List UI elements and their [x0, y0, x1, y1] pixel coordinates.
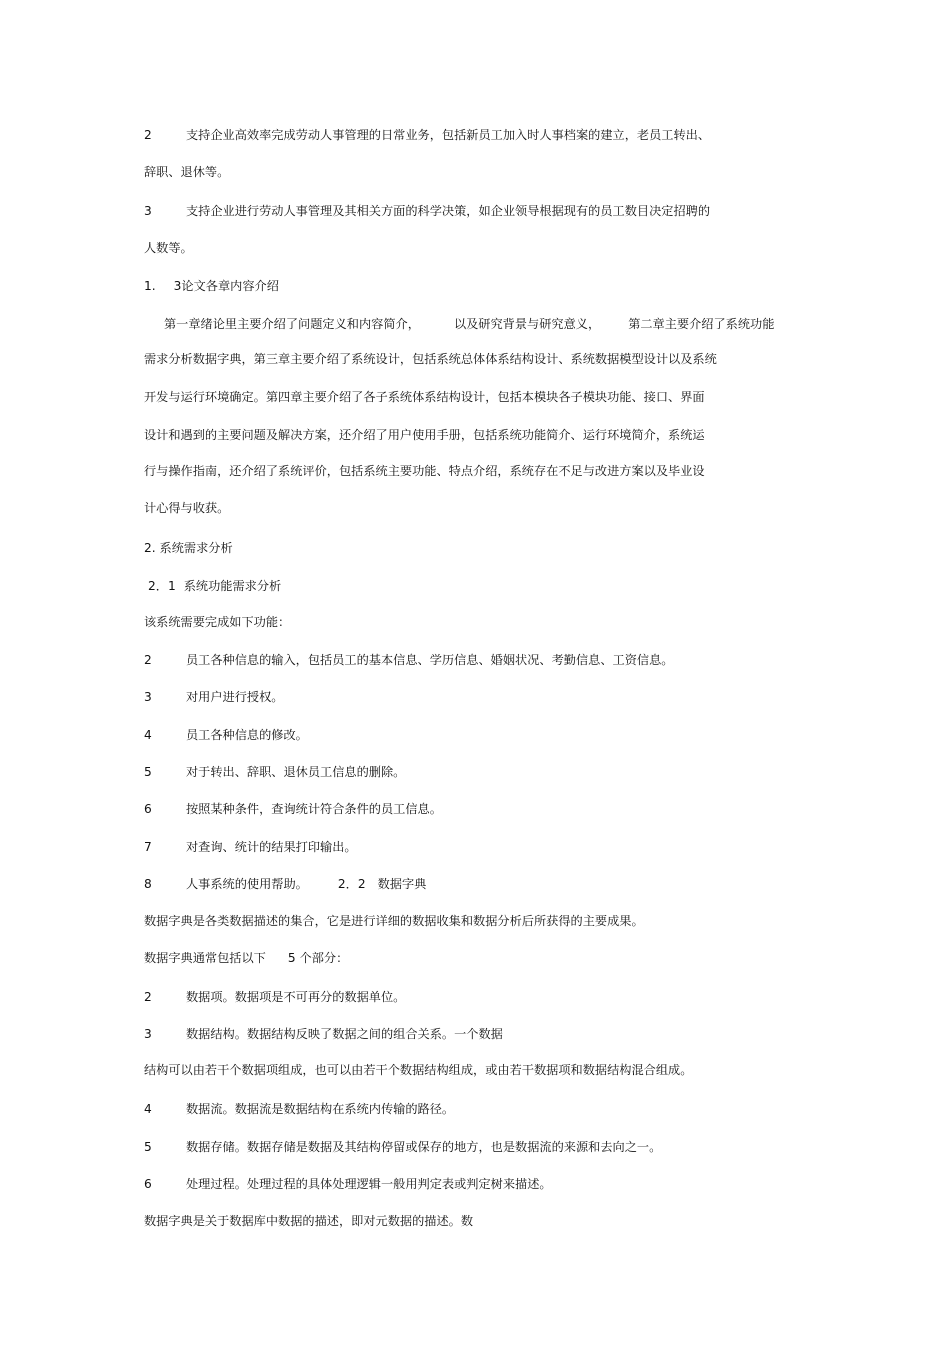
list-number: 2: [144, 653, 152, 667]
paragraph-line: [144, 427, 705, 443]
list-number: 4: [144, 728, 152, 742]
list-item: [144, 989, 405, 1005]
section-title: 数据字典: [377, 877, 427, 891]
paragraph-text: 按照某种条件，查询统计符合条件的员工信息。: [186, 802, 442, 816]
list-number: 5: [144, 765, 152, 779]
paragraph-line: [144, 950, 348, 966]
section-title: 系统功能需求分析: [183, 579, 282, 593]
paragraph-text: 人事系统的使用帮助。: [186, 877, 308, 891]
list-number: 6: [144, 1177, 152, 1191]
paragraph-line: [144, 164, 229, 180]
paragraph-line: [144, 463, 705, 479]
subsection-heading: [148, 578, 281, 594]
paragraph-text: 支持企业高效率完成劳动人事管理的日常业务，包括新员工加入时人事档案的建立，老员工转出、: [186, 128, 711, 142]
list-item: [144, 801, 442, 817]
list-item: [144, 764, 405, 780]
list-number: 2: [144, 990, 152, 1004]
paragraph-text: 该系统需要完成如下功能：: [144, 615, 291, 629]
list-item: [144, 1139, 661, 1155]
list-item: [144, 839, 357, 855]
paragraph-text: 开发与运行环境确定。第四章主要介绍了各子系统体系结构设计，包括本模块各子模块功能、接口、界面: [144, 390, 705, 404]
paragraph-line: [144, 1213, 473, 1229]
list-item: [144, 727, 308, 743]
paragraph-line: [144, 389, 705, 405]
paragraph-text: 行与操作指南，还介绍了系统评价，包括系统主要功能、特点介绍，系统存在不足与改进方案以及毕业设: [144, 464, 705, 478]
paragraph-line: [144, 1062, 692, 1078]
paragraph-line: [144, 913, 644, 929]
paragraph-text: 处理过程。处理过程的具体处理逻辑一般用判定表或判定树来描述。: [186, 1177, 552, 1191]
section-number: 2．2: [337, 877, 366, 891]
list-item: [144, 652, 674, 668]
paragraph-text: 第一章绪论里主要介绍了问题定义和内容简介，: [164, 317, 420, 331]
paragraph-text: 设计和遇到的主要问题及解决方案，还介绍了用户使用手册，包括系统功能简介、运行环境简介，系统运: [144, 428, 705, 442]
paragraph-line: [144, 614, 290, 630]
paragraph-text: 数据结构。数据结构反映了数据之间的组合关系。一个数据: [186, 1027, 503, 1041]
list-number: 2: [144, 128, 152, 142]
list-number: 4: [144, 1102, 152, 1116]
section-heading: [144, 540, 233, 556]
paragraph-text: 结构可以由若干个数据项组成，也可以由若干个数据结构组成，或由若干数据项和数据结构混合组成。: [144, 1063, 693, 1077]
paragraph-text: 辞职、退休等。: [144, 165, 230, 179]
paragraph-text: 对于转出、辞职、退休员工信息的删除。: [186, 765, 406, 779]
paragraph-line: [144, 500, 229, 516]
paragraph-text: 第二章主要介绍了系统功能: [628, 317, 775, 331]
section-heading: [144, 278, 279, 294]
paragraph-text: 数据字典是各类数据描述的集合，它是进行详细的数据收集和数据分析后所获得的主要成果。: [144, 914, 644, 928]
paragraph-text: 数据存储。数据存储是数据及其结构停留或保存的地方，也是数据流的来源和去向之一。: [186, 1140, 662, 1154]
section-number: 1.: [144, 279, 156, 293]
list-number: 7: [144, 840, 152, 854]
paragraph-text: 支持企业进行劳动人事管理及其相关方面的科学决策，如企业领导根据现有的员工数目决定招聘的: [186, 204, 711, 218]
list-number: 8: [144, 877, 152, 891]
section-title: 3论文各章内容介绍: [173, 279, 279, 293]
paragraph-text: 对用户进行授权。: [186, 690, 284, 704]
paragraph-text: 员工各种信息的修改。: [186, 728, 308, 742]
paragraph-text: 对查询、统计的结果打印输出。: [186, 840, 357, 854]
list-item: [144, 876, 426, 892]
list-item: [144, 127, 710, 143]
paragraph-text: 数据字典是关于数据库中数据的描述，即对元数据的描述。数: [144, 1214, 474, 1228]
paragraph-text: 数据流。数据流是数据结构在系统内传输的路径。: [186, 1102, 455, 1116]
list-item: [144, 1176, 552, 1192]
list-item: [144, 203, 710, 219]
list-number: 3: [144, 204, 152, 218]
list-item: [144, 1101, 454, 1117]
paragraph-text: 数据字典通常包括以下: [144, 951, 266, 965]
paragraph-text: 数据项。数据项是不可再分的数据单位。: [186, 990, 406, 1004]
paragraph-text: 计心得与收获。: [144, 501, 230, 515]
paragraph-line: [164, 316, 774, 332]
paragraph-line: [144, 351, 717, 367]
paragraph-text: 5 个部分：: [287, 951, 349, 965]
section-number: 2．1: [148, 579, 176, 593]
paragraph-line: [144, 240, 193, 256]
paragraph-text: 以及研究背景与研究意义，: [453, 317, 601, 331]
list-number: 3: [144, 690, 152, 704]
paragraph-text: 员工各种信息的输入，包括员工的基本信息、学历信息、婚姻状况、考勤信息、工资信息。: [186, 653, 674, 667]
list-number: 6: [144, 802, 152, 816]
paragraph-text: 需求分析数据字典，第三章主要介绍了系统设计，包括系统总体体系结构设计、系统数据模型设计以及系统: [144, 352, 717, 366]
section-title: 2. 系统需求分析: [144, 541, 233, 555]
list-number: 5: [144, 1140, 152, 1154]
list-item: [144, 689, 284, 705]
list-number: 3: [144, 1027, 152, 1041]
list-item: [144, 1026, 503, 1042]
paragraph-text: 人数等。: [144, 241, 193, 255]
